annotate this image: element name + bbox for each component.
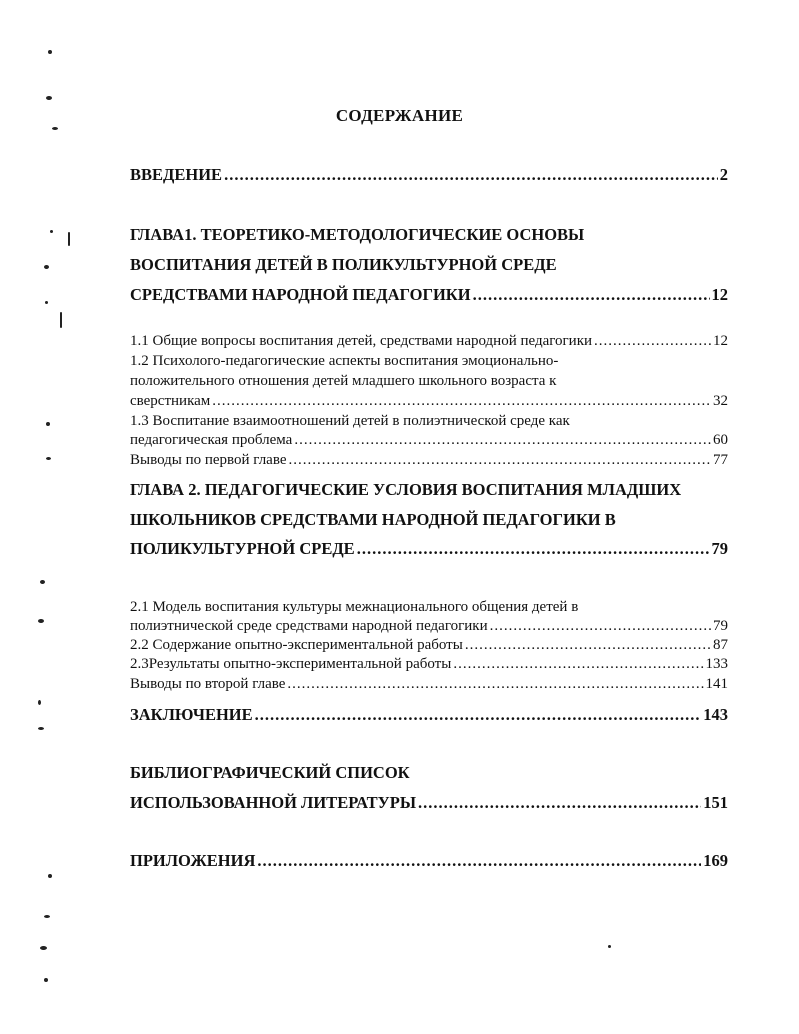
dot-leader bbox=[490, 618, 711, 635]
toc-entry-bibliography bbox=[130, 793, 728, 813]
dot-leader bbox=[257, 851, 701, 871]
scan-mark bbox=[44, 978, 48, 982]
chapter2-line-1: ГЛАВА 2. ПЕДАГОГИЧЕСКИЕ УСЛОВИЯ ВОСПИТАНИЯ МЛАДШИХ bbox=[130, 480, 682, 499]
toc-entry-title: ЗАКЛЮЧЕНИЕ bbox=[130, 705, 253, 724]
dot-leader bbox=[255, 705, 702, 725]
toc-entry-chapter2 bbox=[130, 539, 728, 559]
dot-leader bbox=[287, 676, 703, 693]
dot-leader bbox=[294, 432, 711, 449]
toc-page-number: 87 bbox=[713, 637, 728, 653]
toc-entry-title: ВВЕДЕНИЕ bbox=[130, 165, 223, 184]
toc-entry-title: ПРИЛОЖЕНИЯ bbox=[130, 851, 256, 870]
chapter1-line-2: ВОСПИТАНИЯ ДЕТЕЙ В ПОЛИКУЛЬТУРНОЙ СРЕДЕ bbox=[130, 255, 557, 274]
toc-page-number: 77 bbox=[713, 452, 728, 468]
dot-leader bbox=[473, 285, 710, 305]
toc-entry-title: ПОЛИКУЛЬТУРНОЙ СРЕДЕ bbox=[130, 539, 355, 558]
bibliography-line-1: БИБЛИОГРАФИЧЕСКИЙ СПИСОК bbox=[130, 763, 410, 782]
toc-entry-intro bbox=[130, 165, 728, 185]
scan-mark bbox=[48, 874, 52, 878]
toc-entry-2-3 bbox=[130, 656, 728, 673]
toc-entry-chapter1 bbox=[130, 285, 728, 305]
scan-mark bbox=[40, 946, 47, 950]
dot-leader bbox=[289, 452, 712, 469]
toc-entry-title: 2.3Результаты опытно-экспериментальной работы bbox=[130, 656, 452, 672]
section-1-3-line-1: 1.3 Воспитание взаимоотношений детей в полиэтнической среде как bbox=[130, 413, 570, 429]
section-1-2-line-1: 1.2 Психолого-педагогические аспекты воспитания эмоционально- bbox=[130, 353, 559, 369]
scan-mark bbox=[44, 265, 49, 269]
toc-entry-appendices bbox=[130, 851, 728, 871]
scan-mark bbox=[38, 619, 44, 623]
chapter1-line-1: ГЛАВА1. ТЕОРЕТИКО-МЕТОДОЛОГИЧЕСКИЕ ОСНОВЫ bbox=[130, 225, 585, 244]
toc-page-number: 151 bbox=[703, 793, 728, 812]
toc-entry-1-1 bbox=[130, 333, 728, 350]
scan-mark bbox=[50, 230, 53, 233]
toc-page-number: 79 bbox=[713, 618, 728, 634]
dot-leader bbox=[465, 637, 711, 654]
toc-entry-conclusions-2 bbox=[130, 676, 728, 693]
dot-leader bbox=[212, 393, 711, 410]
toc-entry-title: педагогическая проблема bbox=[130, 432, 293, 448]
scan-mark bbox=[38, 700, 41, 705]
scan-mark bbox=[40, 580, 45, 584]
scan-mark bbox=[44, 915, 50, 918]
dot-leader bbox=[453, 656, 703, 673]
section-2-1-line-1: 2.1 Модель воспитания культуры межнационального общения детей в bbox=[130, 599, 579, 615]
toc-entry-title: сверстникам bbox=[130, 393, 211, 409]
toc-entry-title: 1.1 Общие вопросы воспитания детей, средствами народной педагогики bbox=[130, 333, 593, 349]
toc-page-number: 60 bbox=[713, 432, 728, 448]
toc-entry-2-1 bbox=[130, 618, 728, 635]
scan-mark bbox=[608, 945, 611, 948]
toc-entry-title: полиэтнической среде средствами народной педагогики bbox=[130, 618, 488, 634]
scan-mark bbox=[68, 232, 70, 246]
toc-entry-title: ИСПОЛЬЗОВАННОЙ ЛИТЕРАТУРЫ bbox=[130, 793, 417, 812]
toc-page-number: 12 bbox=[711, 285, 728, 304]
chapter2-line-2: ШКОЛЬНИКОВ СРЕДСТВАМИ НАРОДНОЙ ПЕДАГОГИКИ В bbox=[130, 510, 616, 529]
toc-page-number: 2 bbox=[719, 165, 728, 184]
scan-mark bbox=[52, 127, 58, 130]
dot-leader bbox=[594, 333, 711, 350]
dot-leader bbox=[418, 793, 701, 813]
toc-entry-conclusion bbox=[130, 705, 728, 725]
toc-entry-1-2 bbox=[130, 393, 728, 410]
dot-leader bbox=[357, 539, 710, 559]
toc-page-number: 12 bbox=[713, 333, 728, 349]
scan-mark bbox=[60, 312, 62, 328]
scan-mark bbox=[46, 96, 52, 100]
toc-entry-title: Выводы по первой главе bbox=[130, 452, 287, 468]
toc-entry-title: Выводы по второй главе bbox=[130, 676, 286, 692]
dot-leader bbox=[224, 165, 718, 185]
scan-mark bbox=[46, 457, 51, 460]
section-1-2-line-2: положительного отношения детей младшего школьного возраста к bbox=[130, 373, 557, 389]
page-title: СОДЕРЖАНИЕ bbox=[335, 106, 464, 125]
toc-page-number: 169 bbox=[703, 851, 728, 870]
toc-entry-conclusions-1 bbox=[130, 452, 728, 469]
scan-mark bbox=[46, 422, 50, 426]
toc-page-number: 133 bbox=[705, 656, 728, 672]
toc-page-number: 141 bbox=[705, 676, 728, 692]
toc-page-number: 32 bbox=[713, 393, 728, 409]
toc-entry-title: СРЕДСТВАМИ НАРОДНОЙ ПЕДАГОГИКИ bbox=[130, 285, 471, 304]
toc-page-number: 143 bbox=[703, 705, 728, 724]
scan-mark bbox=[45, 301, 48, 304]
scan-mark bbox=[48, 50, 52, 54]
toc-entry-title: 2.2 Содержание опытно-экспериментальной работы bbox=[130, 637, 463, 653]
scan-mark bbox=[38, 727, 44, 730]
toc-page-number: 79 bbox=[711, 539, 728, 558]
toc-entry-2-2 bbox=[130, 637, 728, 654]
toc-entry-1-3 bbox=[130, 432, 728, 449]
